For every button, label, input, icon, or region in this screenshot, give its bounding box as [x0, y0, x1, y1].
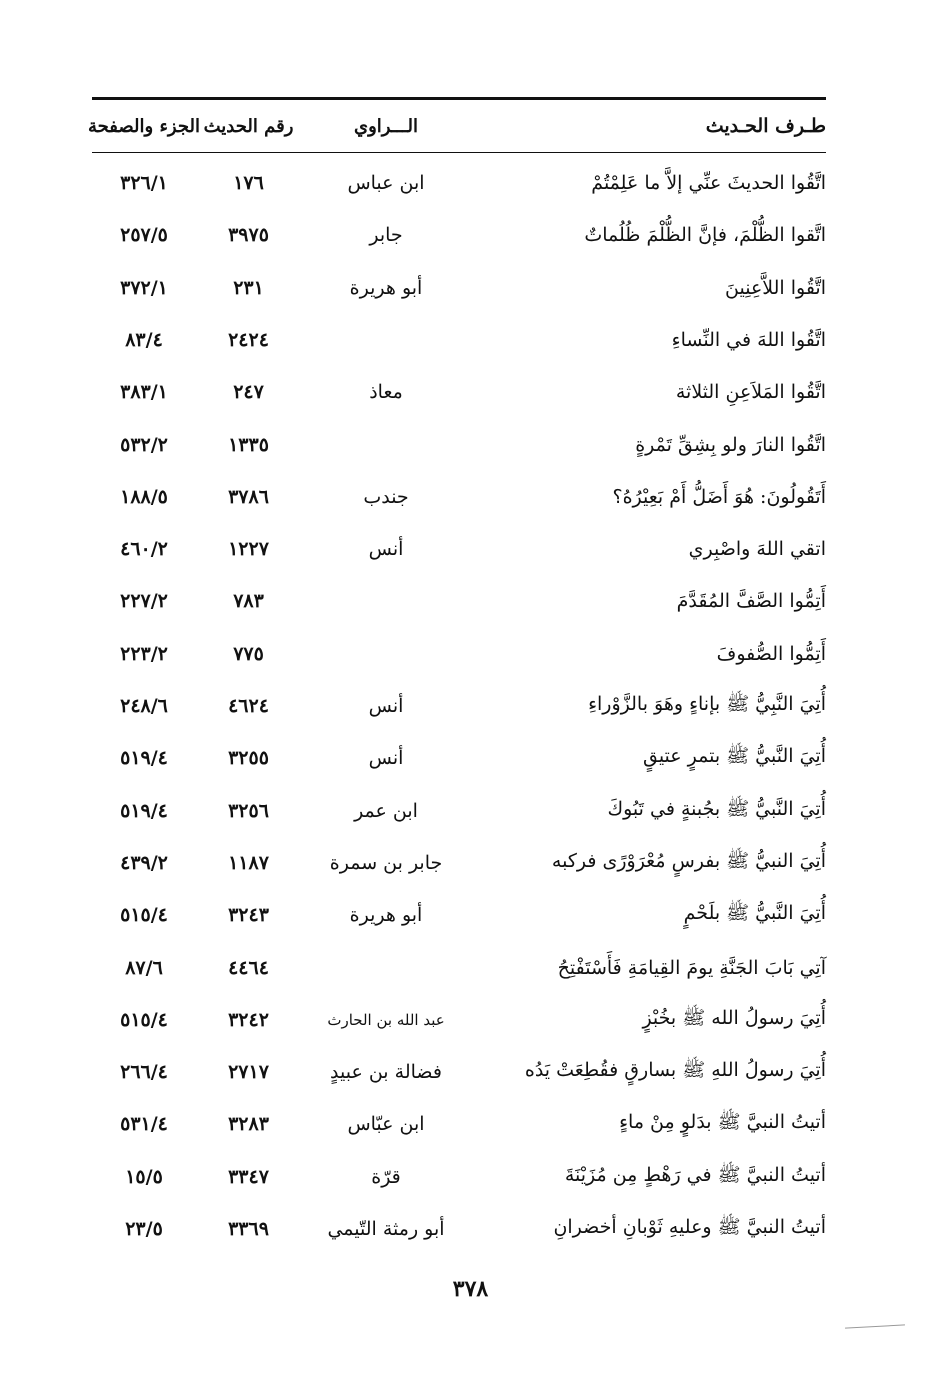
narrator: أبو رمثة التّيمي	[327, 1218, 445, 1240]
narrator: ابن عمر	[354, 799, 418, 822]
hadith-text: أُتِيَ النَّبيُّ ﷺ بتمرٍ عتيقٍ	[642, 745, 826, 768]
hadith-number: ١١٨٧	[228, 851, 269, 874]
hadith-text: اتَّقُوا اللاَّعِنِينَ	[725, 276, 826, 299]
narrator: فضالة بن عبيدٍ	[330, 1061, 442, 1084]
narrator	[306, 575, 466, 627]
hadith-number: ١٣٣٥	[228, 433, 269, 456]
table-row	[92, 837, 826, 889]
hadith-text: أُتِيَ رسولُ الله ﷺ بخُبْزٍ	[642, 1006, 826, 1029]
hadith-text: أَتَقُولُونَ: هُوَ أَضَلُّ أَمْ بَعِيْرُهُ؟	[612, 485, 826, 508]
hadith-text: اتقي اللهَ واصْبِري	[688, 538, 826, 561]
table-row	[92, 628, 826, 680]
narrator	[306, 628, 466, 680]
table-row	[92, 419, 826, 471]
table-row	[92, 314, 826, 366]
hadith-text: اتَّقوا الظُّلْمَ، فإنَّ الظُّلْمَ ظُلُماتٌ	[584, 224, 826, 247]
table-row	[92, 523, 826, 575]
hadith-number: ١٧٦	[233, 172, 264, 194]
hadith-text: أتيتُ النبيَّ ﷺ بدَلوٍ مِنْ ماءٍ	[619, 1111, 826, 1134]
hadith-number: ٢٣١	[233, 276, 264, 299]
volume-page: ٤٣٩/٢	[120, 851, 168, 874]
table-header	[88, 106, 826, 146]
table-row	[92, 994, 826, 1046]
volume-page: ٥٣١/٤	[120, 1113, 168, 1136]
hadith-number: ٣٢٤٢	[228, 1008, 269, 1031]
narrator: أنس	[368, 747, 404, 770]
narrator: قرّة	[371, 1165, 401, 1188]
table-row	[92, 1151, 826, 1203]
hadith-text: أَتِمُّوا الصَّفَّ المُقَدَّمَ	[676, 590, 826, 613]
volume-page: ٢٦٦/٤	[120, 1061, 168, 1084]
table-row	[92, 262, 826, 314]
hadith-number: ٣٧٨٦	[228, 485, 269, 508]
hadith-number: ٣٢٥٥	[228, 747, 269, 770]
table-row	[92, 575, 826, 627]
header-number: رقم الحديث	[203, 115, 294, 137]
hadith-text: أُتِيَ النبيُّ ﷺ بفرسٍ مُعْرَوْرًى فركبه	[551, 849, 826, 872]
hadith-number: ٣٢٥٦	[228, 799, 269, 822]
table-row	[92, 889, 826, 941]
table-row	[92, 1203, 826, 1255]
volume-page: ٣٨٣/١	[120, 381, 168, 404]
narrator: جابر	[369, 224, 403, 247]
hadith-text: اتَّقُوا المَلاَعِنِ الثلاثة	[675, 381, 826, 404]
volume-page: ٢٥٧/٥	[120, 224, 168, 247]
narrator: أنس	[368, 695, 404, 717]
narrator	[306, 314, 466, 366]
hadith-number: ١٢٢٧	[228, 538, 269, 561]
table-row	[92, 157, 826, 209]
hadith-number: ٢٧١٧	[228, 1061, 269, 1084]
header-volume-page: الجزء والصفحة	[88, 115, 200, 137]
volume-page: ٢٢٣/٢	[120, 642, 168, 665]
hadith-text: أُتِيَ النَّبِيُّ ﷺ بإناءٍ وهَوَ بالزَّوْراءِ	[588, 693, 826, 715]
hadith-number: ٣٩٧٥	[228, 224, 269, 247]
header-hadith: طـرف الحـديث	[705, 115, 826, 137]
narrator: أبو هريرة	[349, 276, 423, 299]
table-row	[92, 942, 826, 994]
volume-page: ٥١٩/٤	[120, 799, 168, 822]
volume-page: ٥١٩/٤	[120, 747, 168, 770]
hadith-number: ٧٨٣	[233, 590, 264, 613]
volume-page: ٤٦٠/٢	[120, 538, 168, 561]
hadith-text: اتَّقُوا الحديثَ عنِّي إلاَّ ما عَلِمْتُمْ	[591, 172, 826, 194]
table-row	[92, 366, 826, 418]
volume-page: ١٨٨/٥	[120, 485, 168, 508]
narrator: عبد الله بن الحارث	[327, 1010, 445, 1029]
volume-page: ٣٢٦/١	[120, 172, 168, 194]
volume-page: ٢٣/٥	[125, 1218, 163, 1240]
volume-page: ٢٢٧/٢	[120, 590, 168, 613]
hadith-number: ٤٤٦٤	[228, 956, 269, 979]
volume-page: ٢٤٨/٦	[120, 695, 168, 717]
hadith-number: ٤٦٢٤	[228, 695, 269, 717]
hadith-number: ٧٧٥	[233, 642, 264, 665]
hadith-text: أُتِيَ النَّبيُّ ﷺ بجُبنةٍ في تَبُوكَ	[607, 797, 826, 820]
top-rule	[92, 97, 826, 100]
hadith-number: ٢٤٧	[233, 381, 264, 404]
hadith-text: أُتِيَ النَّبيُّ ﷺ بلَحْمٍ	[683, 902, 826, 925]
scan-mark	[845, 1324, 905, 1328]
narrator: جندب	[363, 485, 409, 508]
volume-page: ٥١٥/٤	[120, 904, 168, 927]
hadith-text: أتيتُ النبيَّ ﷺ في رَهْطٍ مِن مُزَيْنَةَ	[564, 1163, 826, 1186]
volume-page: ٣٧٢/١	[120, 276, 168, 299]
table-row	[92, 732, 826, 784]
hadith-number: ٢٤٢٤	[228, 328, 269, 351]
narrator: أبو هريرة	[349, 904, 423, 927]
volume-page: ٥٣٢/٢	[120, 433, 168, 456]
narrator: ابن عبّاس	[347, 1113, 425, 1136]
table-row	[92, 1098, 826, 1150]
hadith-text: اتَّقُوا النارَ ولو بِشِقِّ تَمْرةٍ	[635, 433, 826, 456]
hadith-number: ٣٣٦٩	[228, 1218, 269, 1240]
hadith-number: ٣٣٤٧	[228, 1165, 269, 1188]
hadith-number: ٣٢٨٣	[228, 1113, 269, 1136]
narrator	[306, 419, 466, 471]
page-number: ٣٧٨	[452, 1276, 489, 1302]
hadith-text: أتيتُ النبيَّ ﷺ وعليهِ ثَوْبانِ أخضرانِ	[553, 1216, 826, 1238]
table-row	[92, 471, 826, 523]
hadith-text: آتِي بَابَ الجَنَّةِ يومَ القِيامَةِ فَأَسْتَفْتِحُ	[557, 956, 826, 979]
narrator: معاذ	[369, 381, 403, 404]
hadith-number: ٣٢٤٣	[228, 904, 269, 927]
volume-page: ٨٧/٦	[125, 956, 163, 979]
narrator: ابن عباس	[347, 172, 425, 194]
volume-page: ٨٣/٤	[125, 328, 163, 351]
volume-page: ٥١٥/٤	[120, 1008, 168, 1031]
table-row	[92, 1046, 826, 1098]
hadith-text: اتَّقُوا اللهَ في النِّساءِ	[671, 328, 826, 351]
narrator: أنس	[368, 538, 404, 561]
hadith-text: أَتِمُّوا الصُّفوفَ	[716, 642, 826, 665]
header-narrator: الـــراوي	[353, 115, 419, 137]
table-row	[92, 785, 826, 837]
narrator: جابر بن سمرة	[329, 851, 443, 874]
narrator	[306, 942, 466, 994]
volume-page: ١٥/٥	[125, 1165, 163, 1188]
header-rule	[92, 152, 826, 153]
table-row	[92, 680, 826, 732]
hadith-text: أُتِيَ رسولُ اللهِ ﷺ بسارقٍ فقُطِعَتْ يَدُه	[524, 1059, 826, 1082]
table-row	[92, 209, 826, 261]
